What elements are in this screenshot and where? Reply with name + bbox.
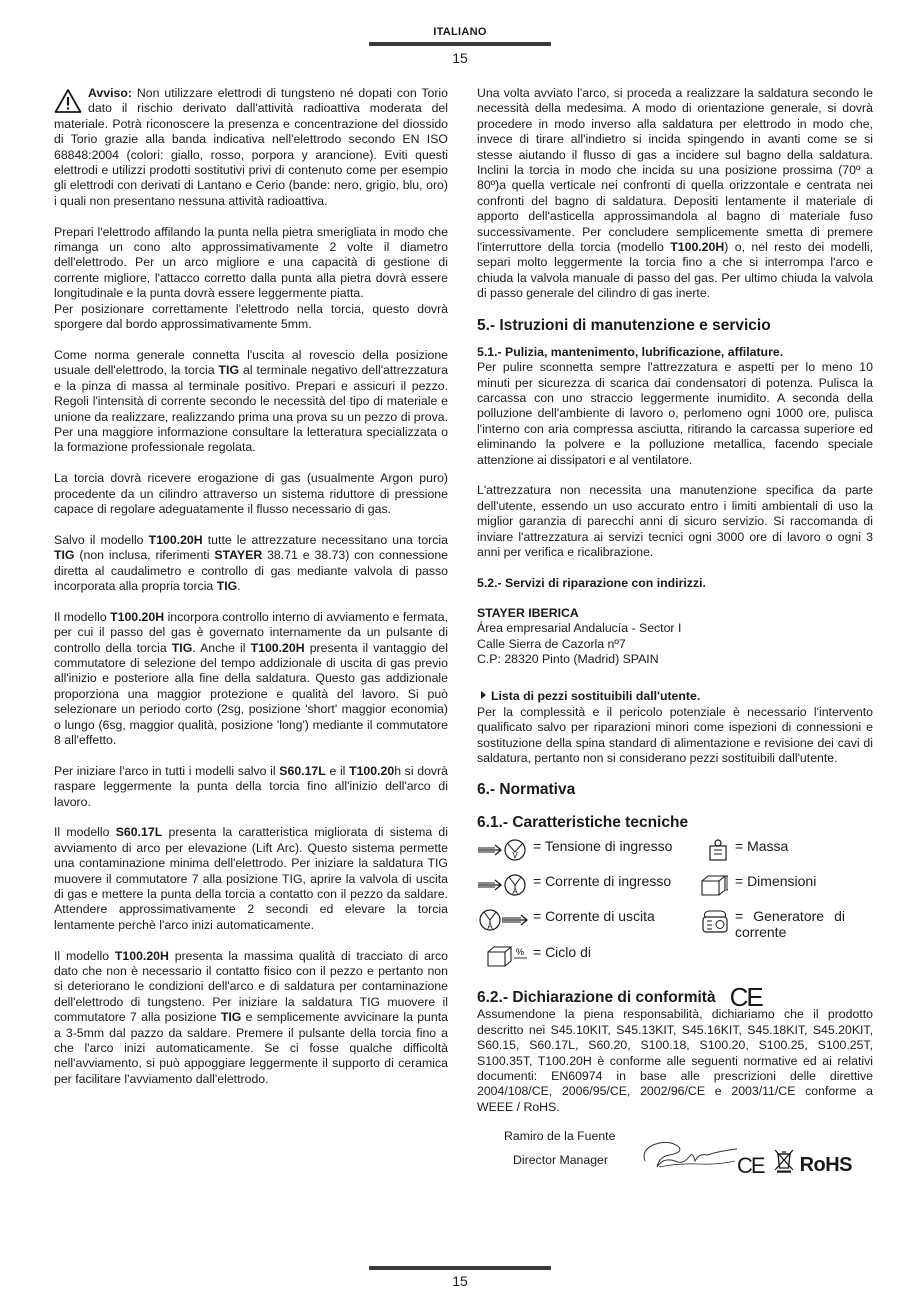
header-rule: [369, 42, 551, 46]
spec-mass: = Massa: [705, 838, 788, 862]
paragraph-welding-procedure: Una volta avviato l'arco, si proceda a realizzare la saldatura secondo le necessità della medesima. A modo di orientazione generale, si dovrà procedere in modo inverso alla saldatura per elettrodo in modo che, invece di tirare all'indietro si incida spingendo in avanti come se si stesse aiutando il flusso di gas a incidere sul bagno della saldatura. Inclini la torcia in modo che incida su una posizione prossima (70º a 80º)a quella verticale nei confronti di quella orizzontale e centrata nei confronti del bagno di saldatura. Depositi lentamente il materiale di apporto dell'asticella approssimandola al bagno di materiale fuso successivamente. Per concludere semplicemente smetta di premere l'interruttore della torcia (modello T100.20H) o, nel resto dei modelli, separi molto leggermente la torcia fino a che si interrompa l'arco e chiuda la valvola manuale di passo del gas. Per ultimo chiuda la valvola di passo generale del cilindro di gas inerte.: [477, 86, 874, 301]
input-voltage-icon: [477, 838, 529, 862]
svg-text:A: A: [487, 922, 493, 932]
address-line-2: Calle Sierra de Cazorla nº7: [477, 636, 626, 651]
duty-cycle-icon: [485, 944, 529, 968]
paragraph-cleaning: Per pulire sconnetta sempre l'attrezzatura e aspetti per lo meno 10 minuti per sicurezza di scarica dai condensatori di potenza. Pulisca la carcassa con uno straccio leggermente inumidito. A seconda della polluzione dell'ambiente di lavoro o, perlomeno ogni 1000 ore, pulisca l'interno con aria compressa asciutta, ritirando la carcassa superiore ed eliminando la polvere e la polluzione metallica, facendo speciale attenzione ai dissipatori e al ventilatore.: [477, 360, 873, 467]
paragraph-conformity: Assumendone la piena responsabilità, dichiariamo che il prodotto descritto nei S45.10KIT, S45.13KIT, S45.16KIT, S45.18KIT, S45.20KIT, S60.15, S60.17L, S60.20, S100.18, S100.20, S100.25, S100.25T, S100.35T, T100.20H è conforme alle seguenti normative ed ai relativi documenti: EN60974 in base alle prescrizioni delle direttive 2004/108/CE, 2006/95/CE, 2002/96/CE e 2003/11/CE conforme a WEEE / RoHS.: [477, 1007, 873, 1114]
signer-name: Ramiro de la Fuente: [504, 1129, 616, 1144]
signature-icon: [639, 1131, 739, 1175]
spec-output-current: A = Corrente di uscita: [477, 908, 655, 932]
subheading-parts-list: Lista di pezzi sostituibili dall'utente.: [477, 689, 873, 704]
paragraph-gas-supply: La torcia dovrà ricevere erogazione di gas (usualmente Argon puro) procedente da un cilindro attraverso un sistema riduttore di pressione capace di regolare adeguatamente il flusso necessario di gas.: [54, 471, 448, 516]
paragraph-maintenance: L'attrezzatura non necessita una manutenzione specifica da parte dell'utente, essendo un uso accurato entro i limiti ambientali di uso la miglior garanzia di parecchi anni di sicuro servizio. Si raccomanda di inviare l'attrezzatura ai servizi tecnici ogni 3000 ore di lavoro o ogni 3 anni per verifica e ricalibrazione.: [477, 483, 873, 559]
output-current-icon: [477, 908, 529, 932]
paragraph-connection: Come norma generale connetta l'uscita al rovescio della posizione usuale dell'elettrodo, la torcia TIG al terminale negativo dell'attrezzatura e la pinza di massa al terminale positivo. Prepari e assicuri il pezzo. Regoli l'intensità di corrente secondo le necessità del tipo di materiale e unione da realizzare, realizzando prima una prova su un pezzo di prova. Per una maggiore informazione consultare la letteratura specializzata o la formazione professionale regolata.: [54, 347, 448, 455]
warning-title: Avviso:: [88, 86, 132, 100]
paragraph-electrode-sharpening: Prepari l'elettrodo affilando la punta nella pietra smerigliata in modo che rimanga un cono alto approssimativamente 2 volte il diametro dell'elettrodo. Per un arco migliore e una capacità di gestione di corrente migliore, l'attacco corretto dalla punta alla pietra dovrà essere longitudinale e la punta dovrà essere leggermente piatta.: [54, 224, 448, 301]
address-line-3: C.P: 28320 Pinto (Madrid) SPAIN: [477, 651, 659, 666]
section-heading-regulations: 6.- Normativa: [477, 781, 576, 799]
subsection-heading-specs: 6.1.- Caratteristiche tecniche: [477, 814, 689, 832]
page-number-bottom: 15: [452, 1273, 468, 1289]
bullet-arrow-icon: [481, 691, 486, 699]
svg-text:A: A: [512, 887, 518, 897]
rohs-mark-icon: RoHS: [799, 1153, 853, 1176]
generator-icon: [699, 908, 731, 936]
address-line-1: Área empresarial Andalucía - Sector I: [477, 621, 682, 636]
conformity-heading-row: [477, 982, 873, 1013]
subheading-cleaning: 5.1.- Pulizia, mantenimento, lubrificazione, affilature.: [477, 344, 784, 359]
footer-rule: [369, 1266, 551, 1270]
left-column: [54, 86, 448, 1087]
section-heading-maintenance: 5.- Istruzioni di manutenzione e servicio: [477, 316, 771, 334]
dimensions-icon: [699, 873, 731, 897]
spec-generator: = Generatore di corrente: [699, 908, 845, 940]
paragraph-torch-models: Salvo il modello T100.20H tutte le attrezzature necessitano una torcia TIG (non inclusa, riferimenti STAYER 38.71 e 38.73) con connessione diretta al caudalimetro e controllo di gas mediante valvola di passo incorporata alla propria torcia TIG.: [54, 532, 449, 593]
signer-title: Director Manager: [513, 1153, 608, 1168]
ce-mark-icon: CE: [729, 982, 762, 1013]
company-name: STAYER IBERICA: [477, 605, 579, 620]
page-number-top: 15: [452, 50, 468, 66]
spec-input-voltage: V = Tensione di ingresso: [477, 838, 672, 862]
spec-dimensions: = Dimensioni: [699, 873, 816, 897]
warning-block: [54, 86, 448, 209]
subheading-repair-services: 5.2.- Servizi di riparazione con indirizzi.: [477, 576, 706, 591]
subsection-heading-conformity: 6.2.- Dichiarazione di conformità: [477, 989, 716, 1007]
paragraph-electrode-position: Per posizionare correttamente l'elettrodo nella torcia, questo dovrà sporgere dal bordo approssimativamente 5mm.: [54, 301, 448, 332]
language-label: ITALIANO: [433, 26, 487, 38]
paragraph-t100-control: Il modello T100.20H incorpora controllo interno di avviamento e fermata, per cui il passo del gas è governato internamente da un pulsante di controllo della torcia TIG. Anche il T100.20H presenta il vantaggio del commutatore di selezione del tempo addizionale di uscita di gas previo all'inizio e posteriore alla fine della saldatura. Questo gas addizionale proporziona una maggior protezione e qualità del lavoro. Si può selezionare un periodo corto (2sg, posizione 'short' maggior economia) o lungo (6sg, maggior qualità, posizione 'long') mediante il commutatore 8 all'effetto.: [54, 609, 448, 747]
compliance-marks: [737, 1149, 853, 1178]
svg-text:%: %: [515, 947, 525, 958]
specs-legend: [477, 838, 873, 978]
paragraph-t100-arc: Il modello T100.20H presenta la massima qualità di tracciato di arco dato che non è necessario il contatto fisico con il pezzo e pertanto non si deteriorano le condizioni dell'arco e di saldatura per contaminazione dell'elettrodo di tungsteno. Per iniziare la saldatura TIG muovere il commutatore 7 alla posizione TIG e semplicemente avvicinare la punta a 3-5mm dal pazzo da saldare. Premere il pulsante della torcia fino a che l'arco inizi automaticamente. Se ci fosse qualche difficoltà nell'avviamento, si può appoggiare leggermente il supporto di ceramica per facilitare l'avviamento dall'elettrodo.: [54, 948, 448, 1086]
paragraph-parts: Per la complessità e il pericolo potenziale è necessario l'intervento qualificato salvo per riparazioni minori come ispezioni di connessioni e sostituzione della spina standard di alimentazione e revisione dei cavi di saldatura, pertanto non si considerano pezzi sostituibili dall'utente.: [477, 704, 873, 766]
ce-mark-small-icon: CE: [737, 1152, 764, 1178]
paragraph-lift-arc: Il modello S60.17L presenta la caratteristica migliorata di sistema di avviamento di arco per elevazione (Lift Arc). Questo sistema permette una contaminazione minima dell'elettrodo. Per iniziare la saldatura TIG muovere il commutatore 7 alla posizione TIG, aprire la valvola di uscita di gas e mettere la punta della torcia a contatto con il pezzo da saldare. Attendere approssimativamente 2 secondi ed elevare la torcia lentamente perchè l'arco inizi automaticamente.: [54, 825, 448, 932]
signature-block: [477, 1129, 873, 1199]
right-column: [477, 86, 873, 1199]
warning-text: Non utilizzare elettrodi di tungsteno né dopati con Torio dato il rischio derivato dall'attività radioattiva moderata del materiale. Potrà riconoscere la presenza e concentrazione del diossido di Torio grazie alla banda indicativa nell'elettrodo secondo EN ISO 68848:2004 (colori: giallo, rosso, porpora y arancione). Eviti questi elettrodi e utilizzi prodotti sostitutivi privi di contenuto come per esempio gli elettrodi con derivati di Lantano e Cerio (bande: nero, grigio, blu, oro) i quali non presentano nessuna attività radioattiva.: [54, 86, 449, 208]
svg-text:V: V: [512, 851, 518, 861]
input-current-icon: [477, 873, 529, 897]
spec-duty-cycle: % = Ciclo di: [485, 944, 591, 968]
warning-icon: [54, 88, 82, 114]
spec-input-current: A = Corrente di ingresso: [477, 873, 671, 897]
weee-bin-icon: [774, 1149, 794, 1173]
paragraph-arc-start: Per iniziare l'arco in tutti i modelli salvo il S60.17L e il T100.20h si dovrà raspare leggermente la punta della torcia fino all'inizio dell'arco di lavoro.: [54, 763, 448, 809]
mass-icon: [705, 838, 731, 862]
